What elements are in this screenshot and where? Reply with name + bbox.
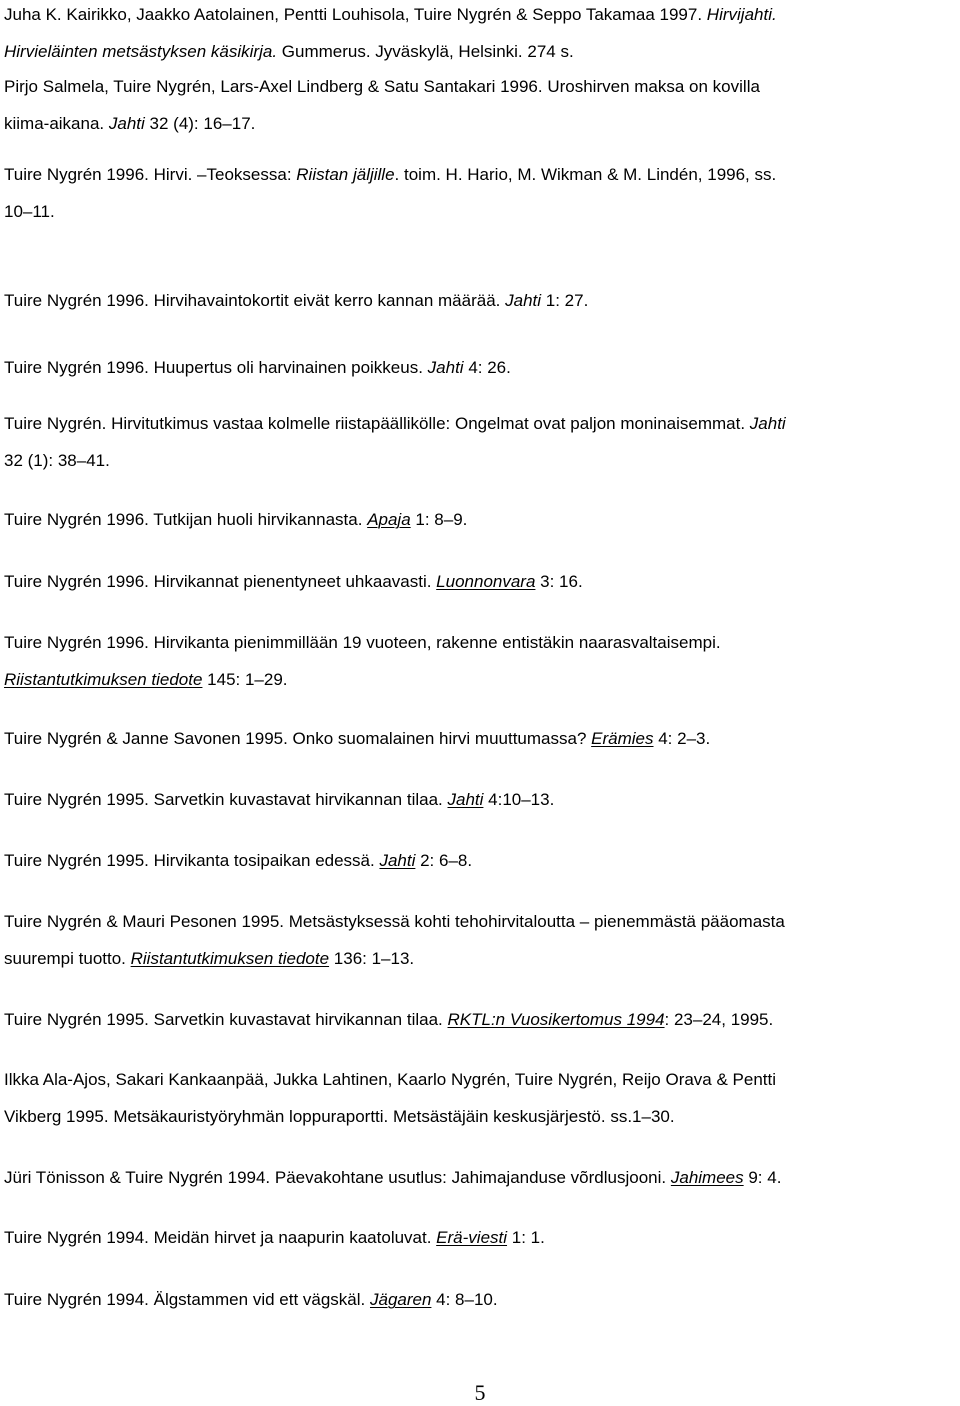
reference-entry <box>4 1001 954 1038</box>
journal-title: Jahti <box>108 114 145 133</box>
reference-text: 10–11. <box>4 202 55 221</box>
reference-text: Tuire Nygrén & Mauri Pesonen 1995. Metsästyksessä kohti tehohirvitaloutta – pienemmästä pääomasta <box>4 912 785 931</box>
reference-text: suurempi tuotto. <box>4 949 131 968</box>
reference-line <box>4 105 954 142</box>
reference-entry <box>4 501 954 538</box>
reference-text: 9: 4. <box>743 1168 782 1187</box>
reference-line <box>4 1159 954 1196</box>
reference-line <box>4 720 954 757</box>
reference-line <box>4 1001 954 1038</box>
reference-line <box>4 624 954 661</box>
journal-title: Jahimees <box>670 1168 744 1187</box>
journal-title: Jahti <box>749 414 786 433</box>
reference-line <box>4 193 954 230</box>
reference-entry <box>4 1159 954 1196</box>
reference-entry <box>4 842 954 879</box>
reference-text: 1: 1. <box>507 1228 545 1247</box>
reference-text: 4:10–13. <box>483 790 555 809</box>
reference-text: : 23–24, 1995. <box>664 1010 774 1029</box>
reference-text: Tuire Nygrén. Hirvitutkimus vastaa kolmelle riistapäällikölle: Ongelmat ovat paljon moninaisemmat. <box>4 414 750 433</box>
reference-text: 1: 8–9. <box>410 510 468 529</box>
reference-text: Tuire Nygrén 1996. Huupertus oli harvinainen poikkeus. <box>4 358 428 377</box>
reference-entry <box>4 1281 954 1318</box>
reference-line <box>4 940 954 977</box>
reference-text: Ilkka Ala-Ajos, Sakari Kankaanpää, Jukka Lahtinen, Kaarlo Nygrén, Tuire Nygrén, Reijo Orava & Pentti <box>4 1070 777 1089</box>
reference-entry <box>4 1219 954 1256</box>
journal-title: Riistantutkimuksen tiedote <box>130 949 330 968</box>
reference-text: 145: 1–29. <box>202 670 288 689</box>
reference-entry <box>4 720 954 757</box>
reference-line <box>4 0 954 33</box>
reference-entry <box>4 781 954 818</box>
reference-text: Tuire Nygrén 1995. Sarvetkin kuvastavat hirvikannan tilaa. <box>4 1010 448 1029</box>
reference-text: Jüri Tönisson & Tuire Nygrén 1994. Päevakohtane usutlus: Jahimajanduse võrdlusjooni. <box>4 1168 671 1187</box>
reference-text: 4: 8–10. <box>431 1290 498 1309</box>
reference-entry <box>4 0 954 70</box>
reference-text: Tuire Nygrén 1996. Hirvihavaintokortit eivät kerro kannan määrää. <box>4 291 506 310</box>
journal-title: Jahti <box>379 851 416 870</box>
reference-line <box>4 33 954 70</box>
reference-text: Tuire Nygrén 1995. Hirvikanta tosipaikan edessä. <box>4 851 380 870</box>
journal-title: Jahti <box>505 291 542 310</box>
reference-text: kiima-aikana. <box>4 114 109 133</box>
reference-text: Tuire Nygrén 1996. Tutkijan huoli hirvikannasta. <box>4 510 368 529</box>
reference-text: Vikberg 1995. Metsäkauristyöryhmän loppuraportti. Metsästäjäin keskusjärjestö. ss.1–30. <box>4 1107 675 1126</box>
reference-line <box>4 1061 954 1098</box>
reference-text: Tuire Nygrén 1996. Hirvikannat pienentyneet uhkaavasti. <box>4 572 437 591</box>
reference-line <box>4 501 954 538</box>
reference-line <box>4 442 954 479</box>
journal-title: Hirvieläinten metsästyksen käsikirja. <box>4 42 278 61</box>
reference-text: 4: 2–3. <box>653 729 711 748</box>
reference-line <box>4 349 954 386</box>
reference-line <box>4 781 954 818</box>
reference-text: 32 (1): 38–41. <box>4 451 110 470</box>
page-number: 5 <box>474 1380 486 1405</box>
reference-line <box>4 68 954 105</box>
reference-text: Tuire Nygrén 1995. Sarvetkin kuvastavat hirvikannan tilaa. <box>4 790 448 809</box>
journal-title: Erä-viesti <box>436 1228 508 1247</box>
reference-text: 136: 1–13. <box>329 949 415 968</box>
journal-title: Jägaren <box>369 1290 432 1309</box>
journal-title: Jahti <box>447 790 484 809</box>
reference-entry <box>4 1061 954 1135</box>
reference-text: Pirjo Salmela, Tuire Nygrén, Lars-Axel Lindberg & Satu Santakari 1996. Uroshirven maksa on kovilla <box>4 77 760 96</box>
reference-line <box>4 1098 954 1135</box>
reference-text: 3: 16. <box>535 572 583 591</box>
reference-entry <box>4 349 954 386</box>
reference-entry <box>4 563 954 600</box>
reference-line <box>4 563 954 600</box>
journal-title: Jahti <box>427 358 464 377</box>
reference-text: 32 (4): 16–17. <box>144 114 256 133</box>
reference-line <box>4 903 954 940</box>
journal-title: Erämies <box>591 729 654 748</box>
reference-entry <box>4 624 954 698</box>
reference-line <box>4 405 954 442</box>
reference-entry <box>4 405 954 479</box>
journal-title: Luonnonvara <box>436 572 536 591</box>
reference-entry <box>4 68 954 142</box>
reference-text: Tuire Nygrén & Janne Savonen 1995. Onko suomalainen hirvi muuttumassa? <box>4 729 592 748</box>
reference-entry <box>4 156 954 230</box>
reference-text: Tuire Nygrén 1994. Älgstammen vid ett vägskäl. <box>4 1290 370 1309</box>
reference-entry <box>4 903 954 977</box>
reference-entry <box>4 282 954 319</box>
reference-text: Gummerus. Jyväskylä, Helsinki. 274 s. <box>277 42 574 61</box>
journal-title: Riistan jäljille <box>296 165 395 184</box>
journal-title: RKTL:n Vuosikertomus 1994 <box>447 1010 665 1029</box>
reference-text: 4: 26. <box>463 358 511 377</box>
reference-text: . toim. H. Hario, M. Wikman & M. Lindén, 1996, ss. <box>394 165 777 184</box>
reference-text: Tuire Nygrén 1996. Hirvi. –Teoksessa: <box>4 165 297 184</box>
journal-title: Apaja <box>367 510 411 529</box>
journal-title: Riistantutkimuksen tiedote <box>4 670 203 689</box>
reference-text: 2: 6–8. <box>415 851 473 870</box>
reference-line <box>4 842 954 879</box>
reference-text: Tuire Nygrén 1994. Meidän hirvet ja naapurin kaatoluvat. <box>4 1228 437 1247</box>
journal-title: Hirvijahti. <box>706 5 777 24</box>
reference-text: Tuire Nygrén 1996. Hirvikanta pienimmillään 19 vuoteen, rakenne entistäkin naarasvaltaisempi. <box>4 633 721 652</box>
reference-text: 1: 27. <box>541 291 589 310</box>
reference-line <box>4 282 954 319</box>
reference-line <box>4 1281 954 1318</box>
reference-line <box>4 156 954 193</box>
reference-line <box>4 1219 954 1256</box>
reference-line <box>4 661 954 698</box>
reference-text: Juha K. Kairikko, Jaakko Aatolainen, Pentti Louhisola, Tuire Nygrén & Seppo Takamaa 1997. <box>4 5 707 24</box>
